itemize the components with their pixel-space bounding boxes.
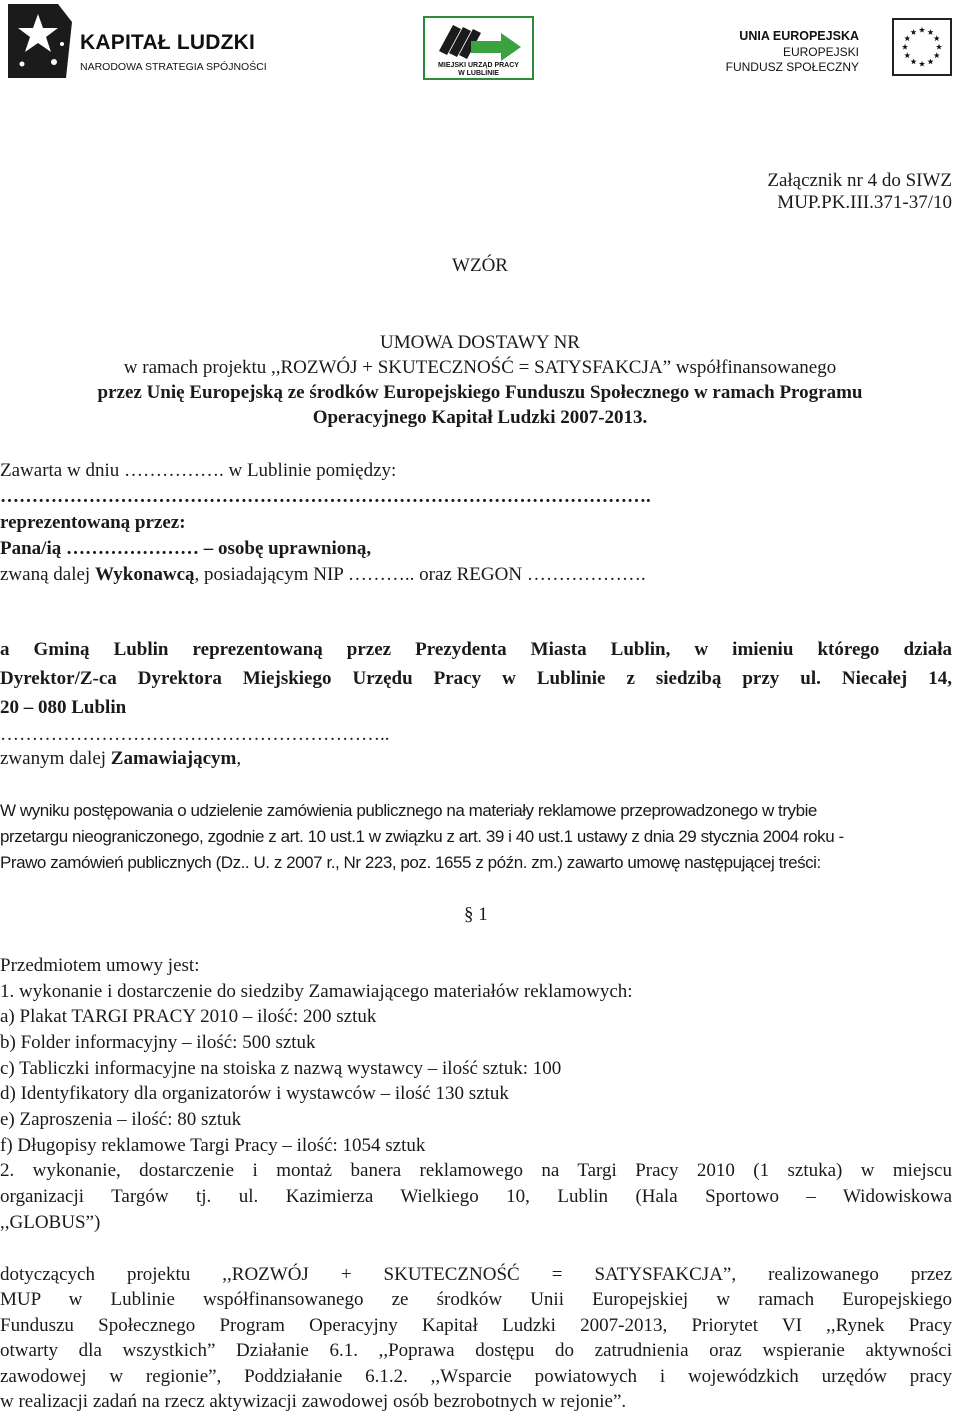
regon-label: oraz REGON: [419, 564, 523, 585]
annex-label: Załącznik nr 4 do SIWZ: [767, 170, 952, 191]
project-line4: otwarty dla wszystkich” Działanie 6.1. ,,Poprawa dostępu do zatrudnienia oraz wspieranie aktywności: [0, 1340, 952, 1361]
eu-star-icon: [936, 44, 942, 50]
subitem-f: f) Długopisy reklamowe Targi Pracy – ilość: 1054 sztuk: [0, 1135, 426, 1156]
section-1-item2-line2: organizacji Targów tj. ul. Kazimierza Wielkiego 10, Lublin (Hala Sportowo – Widowiskowa: [0, 1186, 952, 1207]
concluded-prefix: Zawarta w dniu: [0, 460, 120, 481]
ue-logo: [720, 18, 952, 78]
gmina-line1: a Gminą Lublin reprezentowaną przez Prezydenta Miasta Lublin, w imieniu którego działa: [0, 639, 952, 660]
zwanym-suffix: ,: [236, 748, 242, 769]
wzor-label: WZÓR: [452, 255, 508, 276]
ue-logo-line2: EUROPEJSKI: [782, 45, 859, 59]
nip-placeholder: ………..: [347, 564, 415, 585]
representative-line: [0, 536, 371, 562]
section-1-item1: 1. wykonanie i dostarczenie do siedziby Zamawiającego materiałów reklamowych:: [0, 981, 633, 1002]
pan-label: Pana/ią: [0, 538, 62, 559]
section-1-intro: Przedmiotem umowy jest:: [0, 955, 200, 976]
procedure-line2: przetargu nieograniczonego, zgodnie z art. 10 ust.1 w związku z art. 39 i 40 ust.1 ustawy z dnia 29 stycznia 2004 roku -: [0, 827, 844, 846]
zwanym-prefix: zwanym dalej: [0, 748, 107, 769]
concluded-line: [0, 458, 396, 484]
gmina-line3: 20 – 080 Lublin: [0, 697, 127, 718]
title-line1: UMOWA DOSTAWY NR: [380, 332, 580, 353]
mup-logo: [423, 16, 534, 80]
kapital-ludzki-name: KAPITAŁ LUDZKI: [80, 31, 256, 54]
regon-placeholder: ……………….: [526, 564, 646, 585]
contractor-id-line: [0, 562, 646, 588]
title-line4: Operacyjnego Kapitał Ludzki 2007-2013.: [312, 407, 648, 428]
eu-star-icon: [934, 35, 940, 41]
project-line2: MUP w Lublinie współfinansowanego ze środków Unii Europejskiej w ramach Europejskiego: [0, 1289, 952, 1310]
ue-logo-line1: UNIA EUROPEJSKA: [739, 29, 859, 43]
concluded-suffix: w Lublinie pomiędzy:: [228, 460, 397, 481]
section-1-heading: § 1: [464, 904, 488, 925]
eu-star-icon: [910, 29, 916, 35]
project-line5: zawodowej w regionie”, Poddziałanie 6.1.2. ,,Wsparcie powiatowych i wojewódzkich urzędów pracy: [0, 1366, 952, 1387]
date-placeholder: …………….: [123, 460, 224, 481]
section-1-item2-line1: 2. wykonanie, dostarczenie i montaż banera reklamowego na Targi Pracy 2010 (1 sztuka) w miejscu: [0, 1160, 952, 1181]
eu-star-icon: [910, 59, 916, 65]
section-1-item2-line3: ,,GLOBUS”): [0, 1212, 101, 1233]
subitem-e: e) Zaproszenia – ilość: 80 sztuk: [0, 1109, 242, 1130]
representative-placeholder: …………………: [65, 538, 199, 559]
mup-logo-line1: MIEJSKI URZĄD PRACY: [438, 62, 519, 69]
wykonawca-term: Wykonawcą: [94, 564, 195, 585]
nip-label: , posiadającym NIP: [194, 564, 344, 585]
subitem-d: d) Identyfikatory dla organizatorów i wystawców – ilość 130 sztuk: [0, 1083, 509, 1104]
eu-star-icon: [927, 59, 933, 65]
contractor-dotted-line: ………………………………………………………………………………………….: [0, 486, 651, 507]
subitem-c: c) Tabliczki informacyjne na stoiska z nazwą wystawcy – ilość sztuk: 100: [0, 1058, 562, 1079]
eu-flag-icon: [892, 18, 952, 76]
gmina-dots: ……………………………………………………..: [0, 724, 390, 745]
kapital-ludzki-logo: [6, 4, 266, 80]
procedure-line1: W wyniku postępowania o udzielenie zamówienia publicznego na materiały reklamowe przeprowadzonego w trybie: [0, 801, 817, 820]
project-line6: w realizacji zadań na rzecz aktywizacji zawodowej osób bezrobotnych w rejonie”.: [0, 1391, 627, 1412]
title-line2: w ramach projektu ,,ROZWÓJ + SKUTECZNOŚĆ = SATYSFAKCJA” współfinansowanego: [123, 357, 837, 378]
mup-logo-line2: W LUBLINIE: [458, 70, 499, 77]
eu-star-icon: [904, 35, 910, 41]
eu-star-icon: [919, 27, 925, 33]
subitem-b: b) Folder informacyjny – ilość: 500 sztuk: [0, 1032, 316, 1053]
title-line3: przez Unię Europejską ze środków Europejskiego Funduszu Społecznego w ramach Programu: [97, 382, 863, 403]
zamawiajacy-line: [0, 746, 241, 772]
kapital-ludzki-star-icon: [8, 4, 72, 78]
kapital-ludzki-subtitle: NARODOWA STRATEGIA SPÓJNOŚCI: [80, 61, 267, 73]
eu-star-icon: [919, 61, 925, 67]
eu-star-icon: [904, 52, 910, 58]
eu-star-icon: [927, 29, 933, 35]
gmina-line2: Dyrektor/Z-ca Dyrektora Miejskiego Urzędu Pracy w Lublinie z siedzibą przy ul. Niecałej 14,: [0, 668, 952, 689]
eu-star-icon: [902, 44, 908, 50]
ue-logo-line3: FUNDUSZ SPOŁECZNY: [725, 60, 859, 74]
mup-arrow-icon: [435, 21, 523, 61]
project-line1: dotyczących projektu ,,ROZWÓJ + SKUTECZNOŚĆ = SATYSFAKCJA”, realizowanego przez: [0, 1264, 952, 1285]
eu-star-icon: [934, 52, 940, 58]
represented-by-label: reprezentowaną przez:: [0, 512, 186, 533]
reference-number: MUP.PK.III.371-37/10: [777, 192, 952, 213]
zamawiajacy-term: Zamawiającym: [110, 748, 237, 769]
subitem-a: a) Plakat TARGI PRACY 2010 – ilość: 200 sztuk: [0, 1006, 377, 1027]
zwana-prefix: zwaną dalej: [0, 564, 91, 585]
project-line3: Funduszu Społecznego Program Operacyjny Kapitał Ludzki 2007-2013, Priorytet VI ,,Rynek Pracy: [0, 1315, 952, 1336]
procedure-line3: Prawo zamówień publicznych (Dz.. U. z 2007 r., Nr 223, poz. 1655 z późn. zm.) zawarto umowę następującej treści:: [0, 853, 821, 872]
representative-suffix: – osobę uprawnioną,: [203, 538, 372, 559]
